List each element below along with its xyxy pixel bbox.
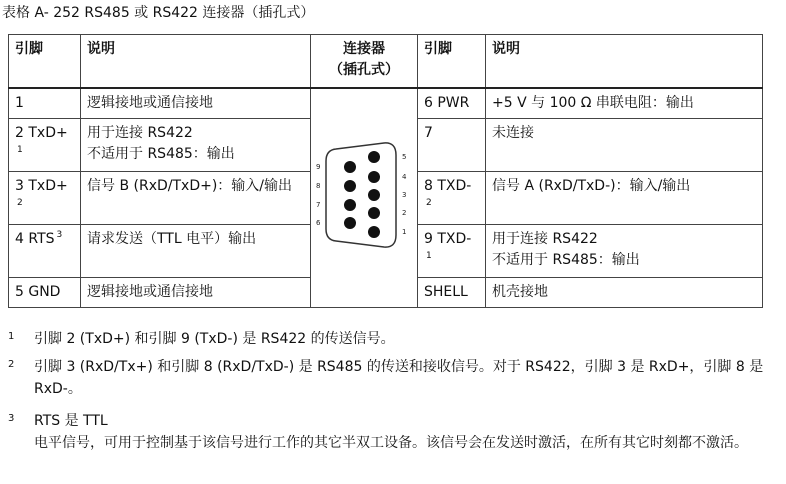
desc-text: 请求发送（TTL 电平）输出 [87, 231, 257, 247]
pin-label-group [15, 231, 62, 247]
pin-label-6: 6 [316, 218, 321, 227]
pin-label: 7 [424, 125, 433, 141]
pin-label-2: 2 [402, 208, 407, 217]
desc-cell [81, 119, 311, 172]
desc-cell [486, 278, 763, 308]
header-connector-line2: （插孔式） [329, 62, 399, 78]
desc-text: 用于连接 RS422 [492, 231, 598, 247]
pin-label-8: 8 [316, 181, 321, 190]
footnote-ref: 2 [426, 198, 432, 208]
desc-text: 机壳接地 [492, 284, 548, 300]
connector-cell [311, 88, 418, 308]
desc-text: 信号 A (RxD/TxD-)：输入/输出 [492, 178, 691, 194]
footnote-text: RTS 是 TTL [34, 413, 108, 429]
desc-cell [486, 119, 763, 172]
pin-label-3: 3 [402, 190, 407, 199]
footnote-number: 1 [8, 331, 15, 342]
pin-label: 2 TxD+ [15, 125, 68, 141]
footnote-1 [8, 328, 774, 350]
pin-label: 3 TxD+ [15, 178, 68, 194]
pin-cell [9, 278, 81, 308]
pin-label: 6 PWR [424, 95, 470, 111]
desc-cell [81, 88, 311, 119]
desc-cell [81, 225, 311, 278]
desc-cell [81, 278, 311, 308]
footnote-text: 引脚 3 (RxD/Tx+) 和引脚 8 (RxD/TxD-) 是 RS485 的传送和接收信号。对于 RS422，引脚 3 是 RxD+，引脚 8 是 RxD-。 [34, 359, 764, 397]
pin-hole-9 [344, 161, 356, 173]
pin-hole-3 [368, 189, 380, 201]
desc-text: 不适用于 RS485：输出 [492, 252, 640, 268]
pin-label: 8 TXD- [424, 178, 472, 194]
desc-text: +5 V 与 100 Ω 串联电阻：输出 [492, 95, 694, 111]
header-desc-right: 说明 [486, 35, 763, 89]
header-pin-right: 引脚 [418, 35, 486, 89]
pin-hole-8 [344, 180, 356, 192]
pin-label: 4 RTS [15, 231, 55, 247]
footnote-3 [8, 410, 774, 454]
footnote-ref: 3 [56, 230, 63, 240]
desc-cell [486, 172, 763, 225]
desc-cell [486, 88, 763, 119]
pin-label: 5 GND [15, 284, 61, 300]
pin-hole-7 [344, 199, 356, 211]
header-pin: 引脚 [9, 35, 81, 89]
header-desc: 说明 [81, 35, 311, 89]
desc-text: 逻辑接地或通信接地 [87, 95, 213, 111]
pin-hole-5 [368, 151, 380, 163]
pin-hole-1 [368, 226, 380, 238]
pin-cell [9, 172, 81, 225]
table-row [9, 88, 763, 119]
desc-text: 逻辑接地或通信接地 [87, 284, 213, 300]
pin-label-9: 9 [316, 162, 321, 171]
footnote-number: 3 [8, 413, 15, 424]
pin-label-4: 4 [402, 172, 407, 181]
desc-text: 未连接 [492, 125, 534, 141]
pin-cell [9, 119, 81, 172]
header-connector [311, 35, 418, 89]
db9-connector-diagram [314, 135, 414, 255]
desc-text: 用于连接 RS422 [87, 125, 193, 141]
pin-label: 9 TXD- [424, 231, 472, 247]
desc-cell [486, 225, 763, 278]
pin-label: 1 [15, 95, 24, 111]
pin-cell [418, 172, 486, 225]
pin-label-5: 5 [402, 152, 407, 161]
pin-hole-4 [368, 171, 380, 183]
connector-table [8, 34, 763, 308]
desc-text: 不适用于 RS485：输出 [87, 146, 235, 162]
pin-hole-6 [344, 217, 356, 229]
footnote-ref: 2 [17, 198, 23, 208]
footnote-ref: 1 [426, 251, 432, 261]
pin-cell [418, 225, 486, 278]
pin-cell [9, 88, 81, 119]
table-caption: 表格 A- 252 RS485 或 RS422 连接器（插孔式） [2, 5, 315, 21]
footnote-number: 2 [8, 359, 15, 370]
connector-shell [326, 142, 396, 246]
footnote-2 [8, 356, 774, 400]
header-connector-line1: 连接器 [343, 41, 385, 57]
pin-cell [418, 88, 486, 119]
pin-hole-2 [368, 207, 380, 219]
desc-cell [81, 172, 311, 225]
pin-label-7: 7 [316, 200, 321, 209]
pin-label: SHELL [424, 284, 468, 300]
pin-cell [418, 119, 486, 172]
desc-text: 信号 B (RxD/TxD+)：输入/输出 [87, 178, 293, 194]
pin-label-1: 1 [402, 227, 407, 236]
footnote-text: 引脚 2 (TxD+) 和引脚 9 (TxD-) 是 RS422 的传送信号。 [34, 331, 395, 347]
footnote-ref: 1 [17, 145, 23, 155]
footnote-text-continued: 电平信号，可用于控制基于该信号进行工作的其它半双工设备。该信号会在发送时激活，在所有其它时刻都不激活。 [34, 435, 748, 451]
pin-cell [9, 225, 81, 278]
pin-cell [418, 278, 486, 308]
